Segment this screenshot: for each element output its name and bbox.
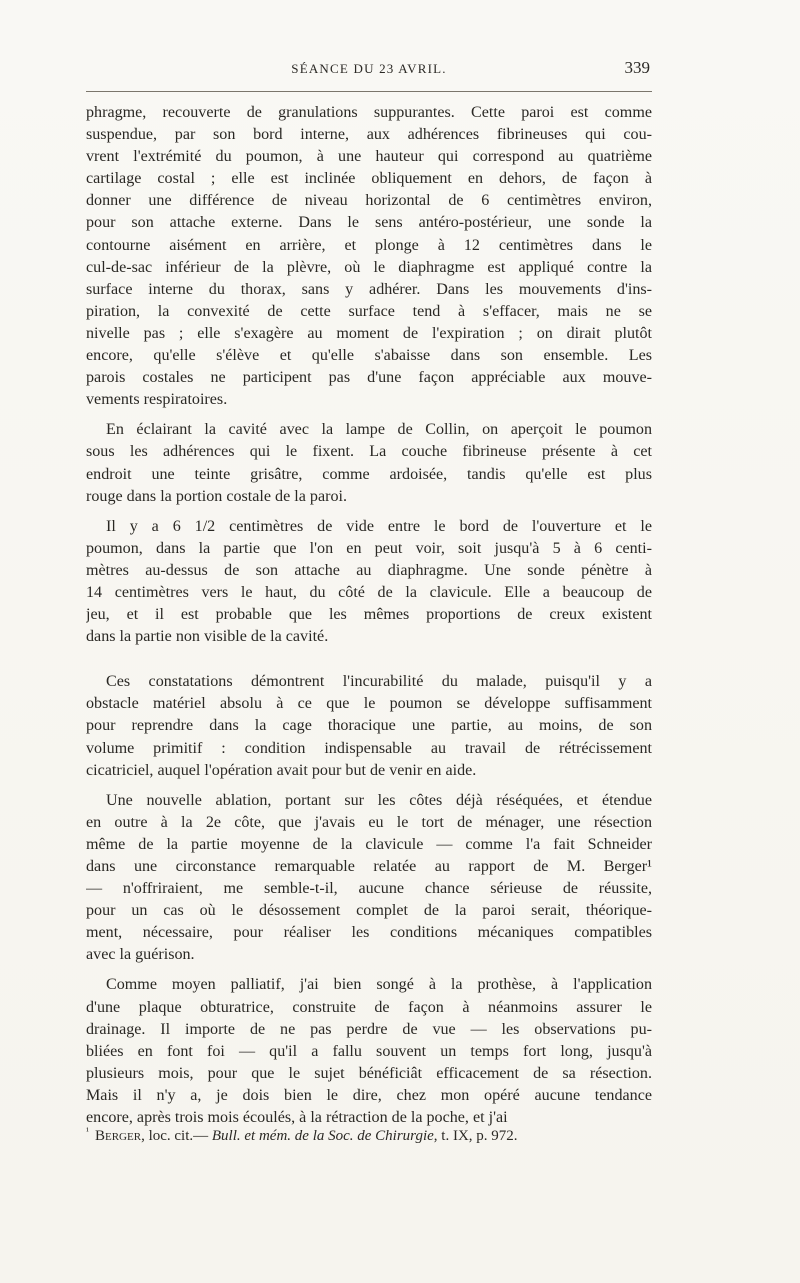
text-line: endroit une teinte grisâtre, comme ardoisée, tandis qu'elle est plus bbox=[86, 465, 652, 483]
text-line: Il y a 6 1/2 centimètres de vide entre le bord de l'ouverture et le bbox=[106, 517, 652, 535]
text-line: Une nouvelle ablation, portant sur les côtes déjà réséquées, et étendue bbox=[106, 791, 652, 809]
paragraph bbox=[86, 516, 652, 649]
text-line: suspendue, par son bord interne, aux adhérences fibrineuses qui cou- bbox=[86, 126, 652, 144]
paragraph-gap bbox=[86, 966, 652, 974]
text-line: 14 centimètres vers le haut, du côté de la clavicule. Elle a beaucoup de bbox=[86, 583, 652, 601]
text-line: jeu, et il est probable que les mêmes proportions de creux existent bbox=[86, 606, 652, 624]
text-line: encore, qu'elle s'élève et qu'elle s'abaisse dans son ensemble. Les bbox=[86, 347, 652, 365]
text-line: pour son attache externe. Dans le sens antéro-postérieur, une sonde la bbox=[86, 214, 652, 232]
text-line: Ces constatations démontrent l'incurabilité du malade, puisqu'il y a bbox=[106, 673, 652, 691]
text-line: mètres au-dessus de son attache au diaphragme. Une sonde pénètre à bbox=[86, 561, 652, 579]
paragraph bbox=[86, 671, 652, 781]
text-line: poumon, dans la partie que l'on en peut voir, soit jusqu'à 5 à 6 centi- bbox=[86, 539, 652, 557]
text-line: contourne aisément en arrière, et plonge à 12 centimètres dans le bbox=[86, 236, 652, 254]
text-line: même de la partie moyenne de la clavicule — comme l'a fait Schneider bbox=[86, 835, 652, 853]
paragraph-gap bbox=[86, 648, 652, 671]
text-line: parois costales ne participent pas d'une façon appréciable aux mouve- bbox=[86, 369, 652, 387]
text-line: donner une différence de niveau horizontal de 6 centimètres environ, bbox=[86, 192, 652, 210]
paragraph bbox=[86, 790, 652, 967]
footnote-ref: , loc. cit.— bbox=[141, 1128, 212, 1144]
text-line: d'une plaque obturatrice, construite de façon à néanmoins assurer le bbox=[86, 998, 652, 1016]
footnote-journal: Bull. et mém. de la Soc. de Chirurgie bbox=[211, 1128, 434, 1144]
text-line: sous les adhérences qui le fixent. La couche fibrineuse présente à cet bbox=[86, 443, 652, 461]
text-line: vrent l'extrémité du poumon, à une hauteur qui correspond au quatrième bbox=[86, 148, 652, 166]
text-line: encore, après trois mois écoulés, à la rétraction de la poche, et j'ai bbox=[86, 1109, 508, 1127]
text-line: En éclairant la cavité avec la lampe de Collin, on aperçoit le poumon bbox=[106, 421, 652, 439]
text-line: nivelle pas ; elle s'exagère au moment de l'expiration ; on dirait plutôt bbox=[86, 324, 652, 342]
paragraph-gap bbox=[86, 782, 652, 790]
text-line: cicatriciel, auquel l'opération avait pour but de venir en aide. bbox=[86, 761, 477, 779]
text-line: volume primitif : condition indispensable au travail de rétrécissement bbox=[86, 739, 652, 757]
paragraph-gap bbox=[86, 411, 652, 419]
text-line: en outre à la 2e côte, que j'avais eu le tort de ménager, une résection bbox=[86, 813, 652, 831]
text-line: Comme moyen palliatif, j'ai bien songé à la prothèse, à l'application bbox=[106, 976, 652, 994]
running-head bbox=[88, 58, 650, 84]
text-line: surface interne du thorax, sans y adhérer. Dans les mouvements d'ins- bbox=[86, 280, 652, 298]
paragraph-gap bbox=[86, 508, 652, 516]
text-line: cartilage costal ; elle est inclinée obliquement en dehors, de façon à bbox=[86, 170, 652, 188]
header-rule bbox=[86, 91, 652, 92]
paragraph bbox=[86, 974, 652, 1129]
footnote-mark: ¹ bbox=[86, 1126, 89, 1137]
text-line: plusieurs mois, pour que le sujet bénéficiât efficacement de sa résection. bbox=[86, 1064, 652, 1082]
text-line: ment, nécessaire, pour réaliser les conditions mécaniques compatibles bbox=[86, 924, 652, 942]
text-line: Mais il n'y a, je dois bien le dire, chez mon opéré aucune tendance bbox=[86, 1086, 652, 1104]
paragraph bbox=[86, 419, 652, 507]
text-line: cul-de-sac inférieur de la plèvre, où le diaphragme est appliqué contre la bbox=[86, 258, 652, 276]
text-line: avec la guérison. bbox=[86, 946, 195, 964]
text-line: drainage. Il importe de ne pas perdre de vue — les observations pu- bbox=[86, 1020, 652, 1038]
footnote-author: Berger bbox=[95, 1128, 142, 1144]
text-line: phragme, recouverte de granulations suppurantes. Cette paroi est comme bbox=[86, 104, 652, 121]
text-line: piration, la convexité de cette surface tend à s'effacer, mais ne se bbox=[86, 302, 652, 320]
footnote-tail: , t. IX, p. 972. bbox=[433, 1128, 518, 1144]
text-line: obstacle matériel absolu à ce que le poumon se développe suffisamment bbox=[86, 695, 652, 713]
page-number: 339 bbox=[624, 58, 650, 77]
running-title: SÉANCE DU 23 AVRIL. bbox=[291, 61, 447, 76]
body-text bbox=[86, 102, 652, 1129]
text-line: — n'offriraient, me semble-t-il, aucune chance sérieuse de réussite, bbox=[86, 880, 652, 898]
text-line: pour reprendre dans la cage thoracique une partie, au moins, de son bbox=[86, 717, 652, 735]
text-line: bliées en font foi — qu'il a fallu souvent un temps fort long, jusqu'à bbox=[86, 1042, 652, 1060]
text-line: vements respiratoires. bbox=[86, 391, 228, 409]
footnote bbox=[86, 1122, 652, 1146]
text-line: pour un cas où le désossement complet de la paroi serait, théorique- bbox=[86, 902, 652, 920]
text-line: dans la partie non visible de la cavité. bbox=[86, 628, 329, 646]
text-line: rouge dans la portion costale de la paroi. bbox=[86, 487, 347, 505]
paragraph bbox=[86, 102, 652, 411]
text-line: dans une circonstance remarquable relatée au rapport de M. Berger¹ bbox=[86, 858, 652, 875]
